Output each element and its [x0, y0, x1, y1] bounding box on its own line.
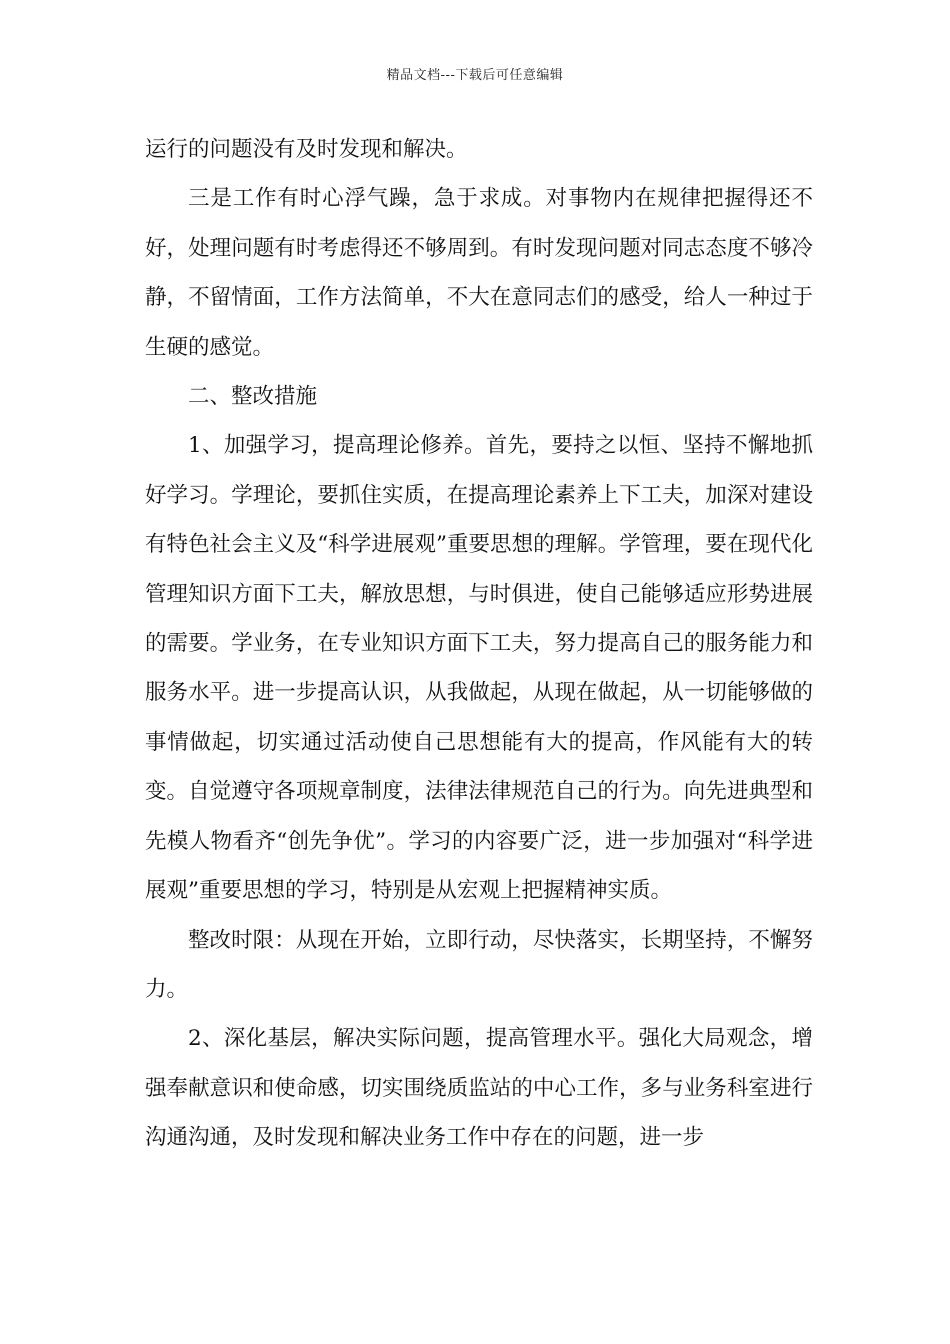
- document-body: [145, 125, 813, 1163]
- paragraph: 运行的问题没有及时发现和解决。: [145, 137, 468, 162]
- section-heading: 二、整改措施: [188, 384, 318, 410]
- paragraph: 整改时限：从现在开始，立即行动，尽快落实，长期坚持，不懈努力。: [145, 927, 813, 1002]
- paragraph: 三是工作有时心浮气躁，急于求成。对事物内在规律把握得还不好，处理问题有时考虑得还不够周到。有时发现问题对同志态度不够冷静，不留情面，工作方法简单，不大在意同志们的感受，给人一种过于生硬的感觉。: [145, 186, 813, 360]
- paragraph: 2、深化基层，解决实际问题，提高管理水平。强化大局观念，增强奉献意识和使命感，切实围绕质监站的中心工作，多与业务科室进行沟通沟通，及时发现和解决业务工作中存在的问题，进一步: [145, 1026, 813, 1151]
- paragraph: 1、加强学习，提高理论修养。首先，要持之以恒、坚持不懈地抓好学习。学理论，要抓住实质，在提高理论素养上下工夫，加深对建设有特色社会主义及“科学进展观”重要思想的理解。学管理，要在现代化管理知识方面下工夫，解放思想，与时俱进，使自己能够适应形势进展的需要。学业务，在专业知识方面下工夫，努力提高自己的服务能力和服务水平。进一步提高认识，从我做起，从现在做起，从一切能够做的事情做起，切实通过活动使自己思想能有大的提高，作风能有大的转变。自觉遵守各项规章制度，法律法律规范自己的行为。向先进典型和先模人物看齐“创先争优”。学习的内容要广泛，进一步加强对“科学进展观”重要思想的学习，特别是从宏观上把握精神实质。: [145, 433, 813, 904]
- page-header: 精品文档---下载后可任意编辑: [386, 68, 564, 83]
